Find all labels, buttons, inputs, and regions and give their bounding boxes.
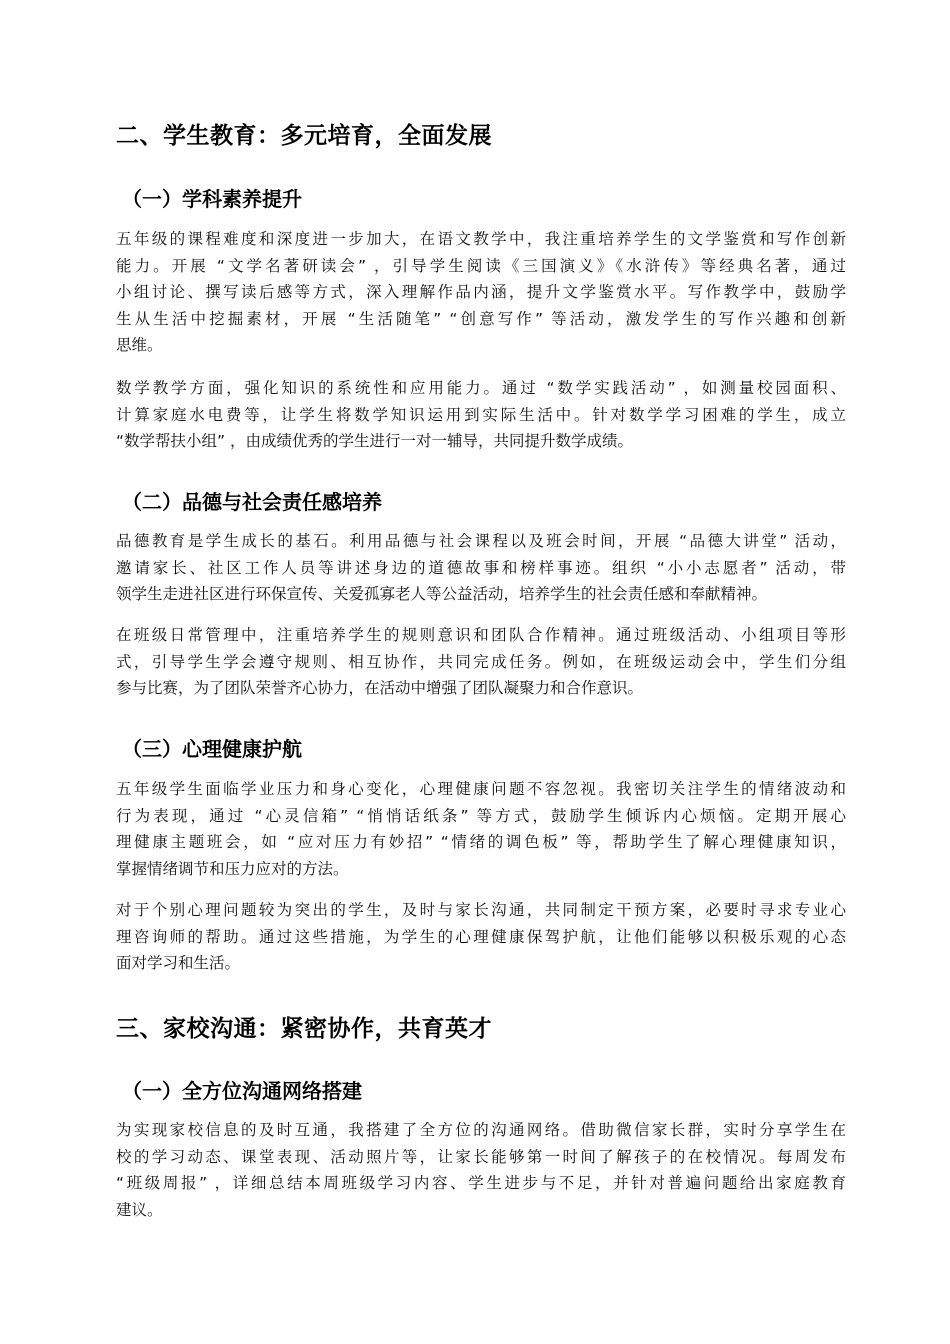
paragraph-chinese-teaching xyxy=(116,226,846,359)
paragraph-line: 理咨询师的帮助。通过这些措施，为学生的心理健康保驾护航，让他们能够以积极乐观的心态 xyxy=(116,927,846,946)
subsection-heading-communication-network: （一）全方位沟通网络搭建 xyxy=(122,1079,362,1103)
paragraph-moral-foundation xyxy=(116,528,846,608)
paragraph-line: 数学教学方面，强化知识的系统性和应用能力。通过 “数学实践活动” ，如测量校园面积、 xyxy=(116,379,846,397)
paragraph-communication-network xyxy=(116,1117,846,1223)
subsection-heading-mental-health: （三）心理健康护航 xyxy=(122,737,302,761)
subsection-heading-moral-education: （二）品德与社会责任感培养 xyxy=(122,490,382,514)
paragraph-line: 小组讨论、撰写读后感等方式，深入理解作品内涵，提升文学鉴赏水平。写作教学中，鼓励学 xyxy=(116,283,846,301)
paragraph-line: 领学生走进社区进行环保宣传、关爱孤寡老人等公益活动，培养学生的社会责任感和奉献精神。 xyxy=(116,585,768,603)
subsection-heading-subject-literacy: （一）学科素养提升 xyxy=(122,187,302,211)
paragraph-line: “数学帮扶小组” ，由成绩优秀的学生进行一对一辅导，共同提升数学成绩。 xyxy=(116,432,633,450)
paragraph-intervention xyxy=(116,897,846,977)
paragraph-math-teaching xyxy=(116,375,846,455)
paragraph-line: 对于个别心理问题较为突出的学生，及时与家长沟通，共同制定干预方案，必要时寻求专业心 xyxy=(116,901,846,919)
paragraph-line: 计算家庭水电费等，让学生将数学知识运用到实际生活中。针对数学学习困难的学生，成立 xyxy=(116,405,846,424)
paragraph-line: 在班级日常管理中，注重培养学生的规则意识和团队合作精神。通过班级活动、小组项目等形 xyxy=(116,626,846,644)
section-heading-home-school: 三、家校沟通：紧密协作，共育英才 xyxy=(116,1016,492,1042)
paragraph-line: 品德教育是学生成长的基石。利用品德与社会课程以及班会时间，开展 “品德大讲堂” 活动， xyxy=(116,532,846,550)
paragraph-line: 邀请家长、社区工作人员等讲述身边的道德故事和榜样事迹。组织 “小小志愿者” 活动，带 xyxy=(116,558,846,577)
paragraph-class-management xyxy=(116,622,846,702)
paragraph-line: 五年级学生面临学业压力和身心变化，心理健康问题不容忽视。我密切关注学生的情绪波动和 xyxy=(116,780,846,798)
paragraph-line: 参与比赛，为了团队荣誉齐心协力，在活动中增强了团队凝聚力和合作意识。 xyxy=(116,679,644,697)
paragraph-line: 建议。 xyxy=(116,1200,163,1219)
paragraph-line: 生从生活中挖掘素材，开展 “生活随笔” “创意写作” 等活动，激发学生的写作兴趣和创新 xyxy=(116,309,846,328)
paragraph-line: 思维。 xyxy=(116,336,163,354)
paragraph-line: 掌握情绪调节和压力应对的方法。 xyxy=(116,859,349,878)
section-heading-student-education: 二、学生教育：多元培育，全面发展 xyxy=(116,123,492,149)
paragraph-line: 为实现家校信息的及时互通，我搭建了全方位的沟通网络。借助微信家长群，实时分享学生在 xyxy=(116,1121,846,1139)
paragraph-line: 理健康主题班会，如 “应对压力有妙招” “情绪的调色板” 等，帮助学生了解心理健康知识， xyxy=(116,833,846,851)
paragraph-line: “班级周报” ，详细总结本周班级学习内容、学生进步与不足，并针对普遍问题给出家庭教育 xyxy=(116,1174,846,1192)
paragraph-line: 五年级的课程难度和深度进一步加大，在语文教学中，我注重培养学生的文学鉴赏和写作创新 xyxy=(116,230,846,248)
paragraph-line: 能力。开展 “文学名著研读会” ，引导学生阅读《三国演义》《水浒传》等经典名著，通过 xyxy=(116,256,846,275)
paragraph-line: 校的学习动态、课堂表现、活动照片等，让家长能够第一时间了解孩子的在校情况。每周发布 xyxy=(116,1147,846,1166)
paragraph-line: 式，引导学生学会遵守规则、相互协作，共同完成任务。例如，在班级运动会中，学生们分组 xyxy=(116,652,846,671)
paragraph-line: 行为表现，通过 “心灵信箱” “悄悄话纸条” 等方式，鼓励学生倾诉内心烦恼。定期开展心 xyxy=(116,806,846,825)
paragraph-line: 面对学习和生活。 xyxy=(116,954,241,972)
paragraph-mental-health-care xyxy=(116,776,846,882)
